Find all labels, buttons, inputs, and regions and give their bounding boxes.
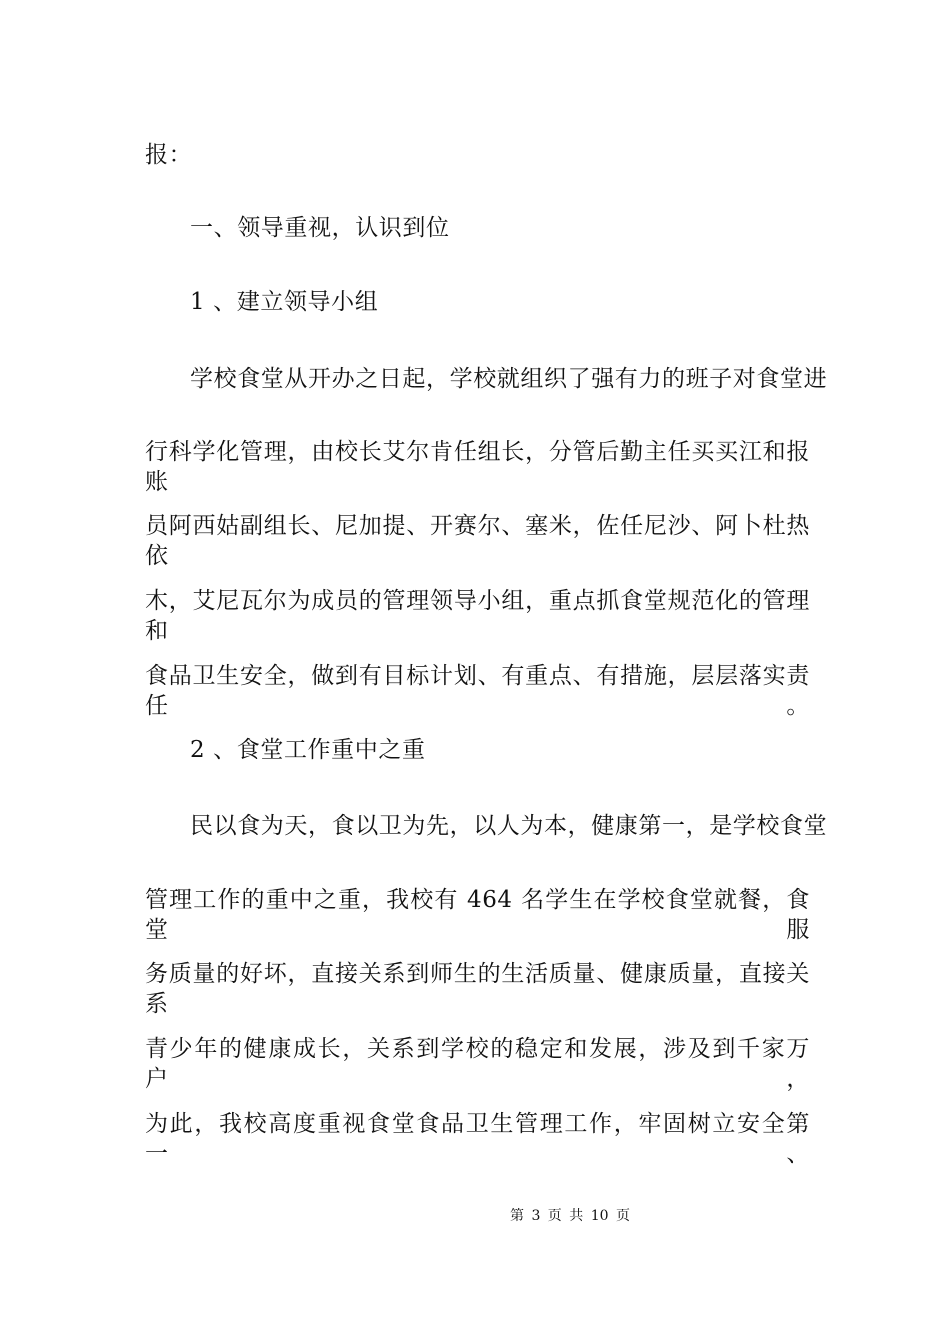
text-line-1: 报： [145,142,193,168]
paragraph-line: 员阿西姑副组长、尼加提、开赛尔、塞米，佐任尼沙、阿卜杜热依 [145,513,810,569]
paragraph-line: 管理工作的重中之重，我校有 464 名学生在学校食堂就餐，食堂服 [145,887,810,943]
page-number-footer: 第 3 页 共 10 页 [510,1208,630,1224]
paragraph-line: 行科学化管理，由校长艾尔肯任组长，分管后勤主任买买江和报账 [145,439,810,495]
paragraph-line: 务质量的好坏，直接关系到师生的生活质量、健康质量，直接关系 [145,961,810,1017]
subheading-2: 2 、食堂工作重中之重 [190,737,426,763]
section-heading-1: 一、领导重视，认识到位 [190,215,450,241]
subheading-1: 1 、建立领导小组 [190,289,379,315]
paragraph-line: 食品卫生安全，做到有目标计划、有重点、有措施，层层落实责任。 [145,663,810,719]
paragraph-line: 木，艾尼瓦尔为成员的管理领导小组，重点抓食堂规范化的管理和 [145,588,810,644]
paragraph-line: 民以食为天，食以卫为先，以人为本，健康第一，是学校食堂 [190,813,828,839]
paragraph-line: 为此，我校高度重视食堂食品卫生管理工作，牢固树立安全第一、 [145,1111,810,1167]
paragraph-line: 学校食堂从开办之日起，学校就组织了强有力的班子对食堂进 [190,366,828,392]
paragraph-line: 青少年的健康成长，关系到学校的稳定和发展，涉及到千家万户， [145,1036,810,1092]
